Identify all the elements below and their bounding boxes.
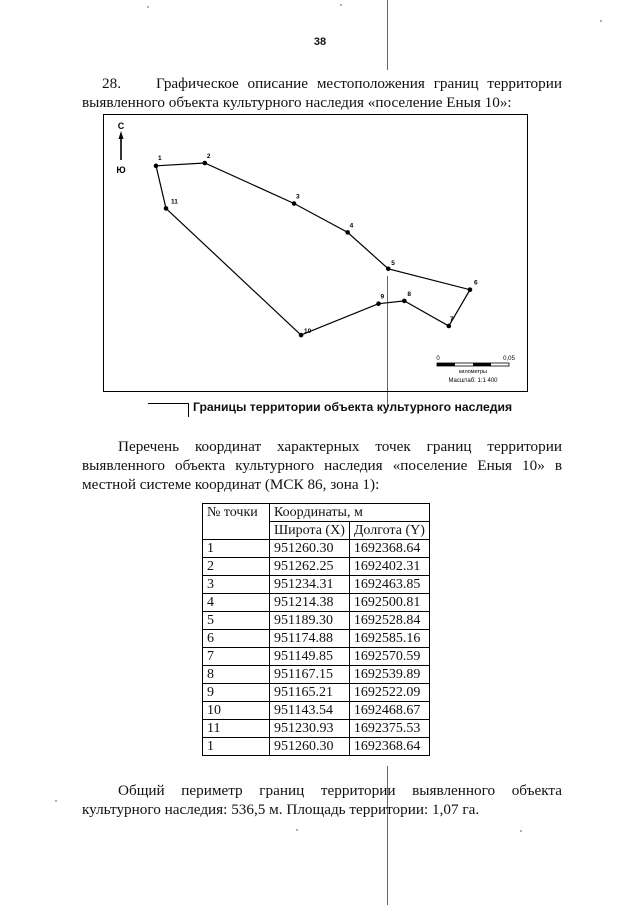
table-row: [203, 666, 430, 684]
table-row: [203, 720, 430, 738]
latitude-value: 951189.30: [270, 612, 350, 630]
table-row: [203, 558, 430, 576]
header-coordinates: Координаты, м: [270, 504, 430, 522]
longitude-value: 1692585.16: [349, 630, 429, 648]
boundary-point-label: 7: [449, 315, 454, 323]
header-point-number: № точки: [203, 504, 270, 540]
latitude-value: 951260.30: [270, 738, 350, 756]
boundary-point-marker: [299, 333, 304, 338]
boundary-point-label: 11: [170, 198, 178, 206]
boundary-map-drawing: [104, 115, 527, 391]
coordinates-intro-text: Перечень координат характерных точек границ территории выявленного объекта культурного наследия «поселение Еныя 10» в местной системе координат (МСК 86, зона 1):: [82, 438, 562, 493]
legend-label: Границы территории объекта культурного наследия: [193, 400, 513, 414]
latitude-value: 951234.31: [270, 576, 350, 594]
section-number: 28.: [102, 75, 121, 92]
boundary-point-label: 9: [380, 293, 385, 301]
latitude-value: 951262.25: [270, 558, 350, 576]
boundary-point-label: 1: [158, 154, 162, 162]
longitude-value: 1692500.81: [349, 594, 429, 612]
legend-line-symbol: [148, 403, 188, 404]
table-row: [203, 630, 430, 648]
coordinates-table: [202, 503, 430, 756]
longitude-value: 1692570.59: [349, 648, 429, 666]
boundary-points: [154, 153, 478, 337]
scan-speck: [600, 20, 602, 22]
scale-bar-segment: [437, 363, 455, 366]
boundary-map: [103, 114, 528, 392]
longitude-value: 1692528.84: [349, 612, 429, 630]
table-row: [203, 684, 430, 702]
legend-tick-symbol: [188, 403, 189, 417]
longitude-value: 1692402.31: [349, 558, 429, 576]
boundary-point-marker: [447, 324, 452, 329]
boundary-point-label: 6: [473, 279, 478, 287]
territory-boundary-line: [156, 163, 470, 335]
boundary-point-marker: [154, 164, 159, 169]
table-row: [203, 540, 430, 558]
latitude-value: 951174.88: [270, 630, 350, 648]
table-row: [203, 576, 430, 594]
boundary-point-label: 5: [391, 259, 395, 267]
table-row: [203, 612, 430, 630]
boundary-point-label: 4: [349, 222, 354, 230]
north-arrow-icon: [119, 131, 124, 139]
longitude-value: 1692368.64: [349, 738, 429, 756]
point-number: 4: [203, 594, 270, 612]
table-row: [203, 648, 430, 666]
header-longitude: Долгота (Y): [349, 522, 429, 540]
table-row: [203, 702, 430, 720]
latitude-value: 951149.85: [270, 648, 350, 666]
scan-speck: [55, 800, 57, 802]
latitude-value: 951260.30: [270, 540, 350, 558]
latitude-value: 951214.38: [270, 594, 350, 612]
boundary-point-label: 10: [304, 328, 312, 336]
longitude-value: 1692522.09: [349, 684, 429, 702]
section-heading-text: Графическое описание местоположения границ территории выявленного объекта культурного наследия «поселение Еныя 10»:: [82, 75, 562, 111]
scan-fold-line: [387, 0, 388, 70]
summary-paragraph: [82, 781, 562, 819]
point-number: 8: [203, 666, 270, 684]
scan-speck: [520, 830, 522, 832]
scan-speck: [340, 4, 342, 6]
point-number: 3: [203, 576, 270, 594]
longitude-value: 1692539.89: [349, 666, 429, 684]
scan-speck: [296, 829, 298, 831]
point-number: 1: [203, 738, 270, 756]
point-number: 6: [203, 630, 270, 648]
point-number: 1: [203, 540, 270, 558]
boundary-point-marker: [164, 206, 169, 211]
page-number: 38: [313, 36, 327, 48]
point-number: 5: [203, 612, 270, 630]
table-row: [203, 594, 430, 612]
latitude-value: 951143.54: [270, 702, 350, 720]
boundary-point-marker: [203, 161, 208, 166]
south-label: Ю: [116, 165, 126, 175]
scale-bar-segment: [473, 363, 491, 366]
table-row: [203, 738, 430, 756]
scale-unit: километры: [459, 369, 487, 375]
longitude-value: 1692375.53: [349, 720, 429, 738]
coordinates-intro: [82, 437, 562, 494]
point-number: 9: [203, 684, 270, 702]
point-number: 2: [203, 558, 270, 576]
table-header-row: [203, 504, 430, 522]
longitude-value: 1692368.64: [349, 540, 429, 558]
point-number: 11: [203, 720, 270, 738]
longitude-value: 1692468.67: [349, 702, 429, 720]
north-label: С: [117, 121, 125, 131]
scale-end-label: 0,05: [503, 356, 515, 362]
scale-start-label: 0: [436, 356, 440, 362]
boundary-point-label: 3: [296, 193, 300, 201]
north-arrow: [116, 121, 125, 175]
boundary-point-marker: [345, 230, 350, 235]
boundary-point-label: 8: [407, 290, 411, 298]
point-number: 7: [203, 648, 270, 666]
scale-bar: [436, 356, 515, 384]
scale-ratio: Масштаб: 1:1 400: [448, 378, 498, 384]
point-number: 10: [203, 702, 270, 720]
latitude-value: 951167.15: [270, 666, 350, 684]
latitude-value: 951165.21: [270, 684, 350, 702]
longitude-value: 1692463.85: [349, 576, 429, 594]
boundary-point-label: 2: [206, 153, 211, 160]
header-latitude: Широта (X): [270, 522, 350, 540]
boundary-point-marker: [386, 266, 391, 271]
boundary-point-marker: [376, 301, 381, 306]
summary-text: Общий периметр границ территории выявленного объекта культурного наследия: 536,5 м. Площадь территории: 1,07 га.: [82, 782, 562, 818]
boundary-point-marker: [292, 201, 297, 206]
boundary-point-marker: [402, 299, 407, 304]
scan-speck: [147, 6, 149, 8]
boundary-point-marker: [468, 287, 473, 292]
latitude-value: 951230.93: [270, 720, 350, 738]
section-heading: [82, 74, 562, 112]
